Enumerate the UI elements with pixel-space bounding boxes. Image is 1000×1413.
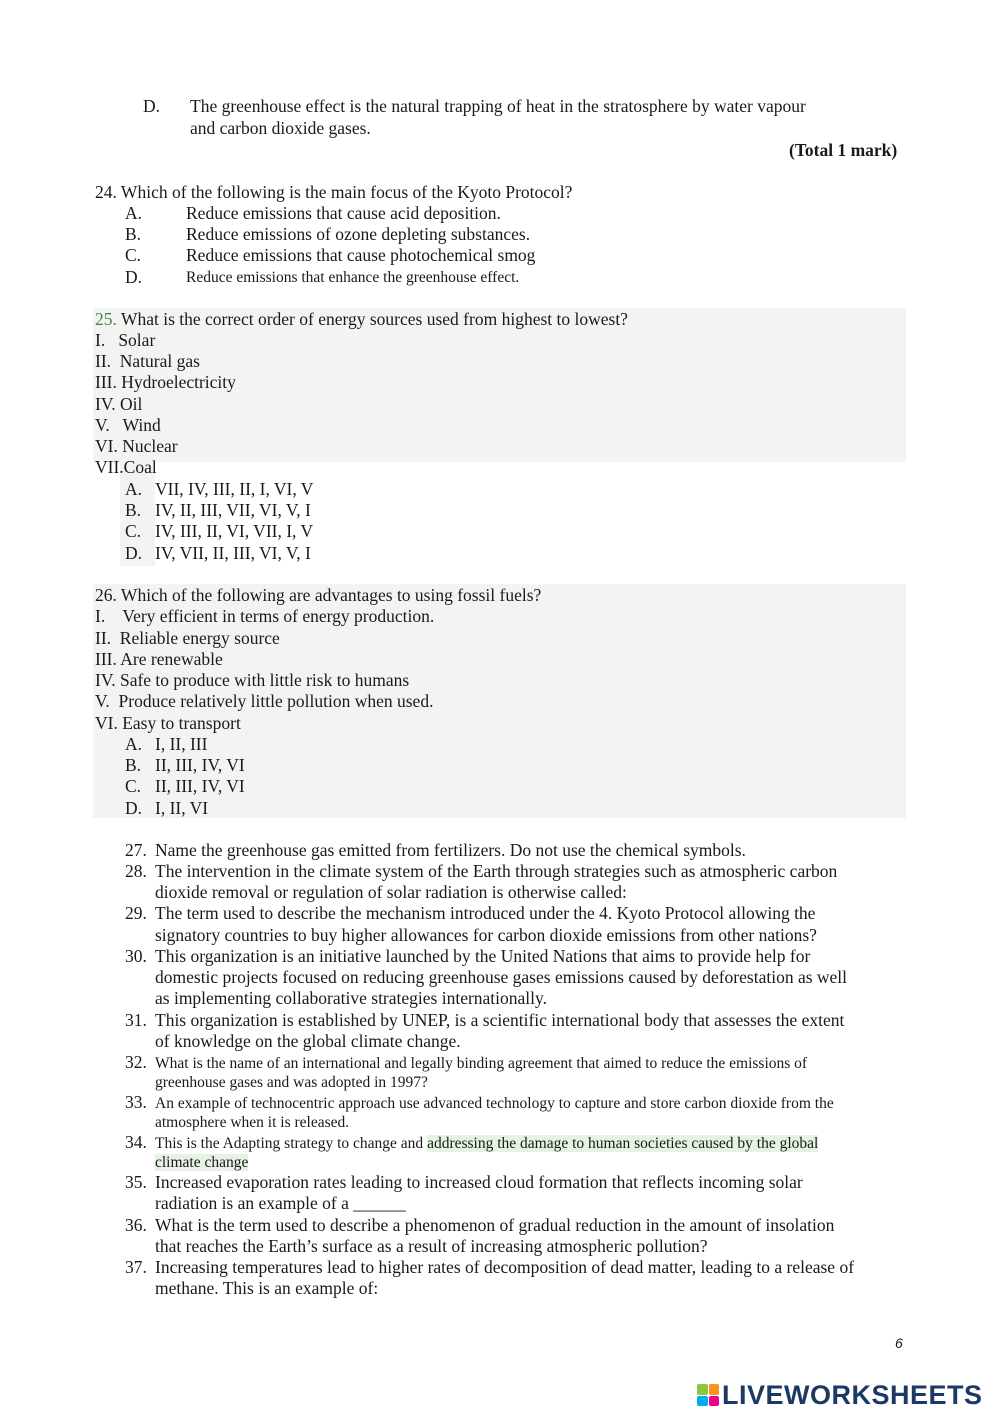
q26-option-a-letter: A. [125,734,143,754]
question-text: atmosphere when it is released. [155,1114,350,1131]
q26-option-d-letter: D. [125,798,143,818]
q26-question: 26. Which of the following are advantages to using fossil fuels? [95,585,542,605]
q26-item: VI. Easy to transport [95,713,241,733]
question-text [155,1133,818,1154]
q25-option-a-letter: A. [125,479,143,499]
q26-item: I. Very efficient in terms of energy production. [95,606,435,626]
q25-option-c-letter: C. [125,521,142,541]
q26-item: V. Produce relatively little pollution when used. [95,691,434,711]
question-text: dioxide removal or regulation of solar radiation is otherwise called: [155,882,627,902]
q26-option-b-text: II, III, IV, VI [155,755,245,775]
q26-option-c-letter: C. [125,776,142,796]
q25-item: IV. Oil [95,394,143,414]
question-text: domestic projects focused on reducing greenhouse gases emissions caused by deforestation as well [155,967,848,987]
question-text-plain: This is the Adapting strategy to change and [155,1135,428,1152]
question-number: 35. [125,1172,147,1192]
question-number: 27. [125,840,147,860]
question-number: 37. [125,1257,147,1277]
q25-number: 25. [95,309,117,329]
question-number: 29. [125,903,147,923]
question-text-highlight: climate change [155,1154,249,1171]
question-text: The term used to describe the mechanism introduced under the 4. Kyoto Protocol allowing the [155,903,816,923]
q25-option-d-letter: D. [125,543,143,563]
q25-option-b-letter: B. [125,500,142,520]
q23-option-d-letter: D. [143,96,161,116]
question-number: 34. [125,1132,147,1152]
q25-question-text: What is the correct order of energy sources used from highest to lowest? [120,309,628,329]
q23-option-d-line1: The greenhouse effect is the natural trapping of heat in the stratosphere by water vapour [190,96,806,116]
question-number: 32. [125,1052,147,1072]
question-text: as implementing collaborative strategies internationally. [155,988,548,1008]
logo-square-orange [709,1384,720,1395]
question-text: greenhouse gases and was adopted in 1997? [155,1074,428,1091]
logo-square-pink [709,1396,720,1407]
question-text: An example of technocentric approach use advanced technology to capture and store carbon dioxide from the [155,1095,834,1112]
q25-item: II. Natural gas [95,351,200,371]
q23-total-mark: (Total 1 mark) [789,140,898,160]
question-text: Increasing temperatures lead to higher rates of decomposition of dead matter, leading to a release of [155,1257,855,1277]
q25-question [95,309,628,330]
question-text: of knowledge on the global climate change. [155,1031,461,1051]
q24-option-d-text: Reduce emissions that enhance the greenhouse effect. [186,269,520,286]
logo-square-blue [697,1396,708,1407]
question-text: Increased evaporation rates leading to increased cloud formation that reflects incoming solar [155,1172,803,1192]
q24-option-b-letter: B. [125,224,142,244]
q25-option-d-text: IV, VII, II, III, VI, V, I [155,543,311,563]
question-text: This organization is established by UNEP, is a scientific international body that assesses the extent [155,1010,845,1030]
q25-item: V. Wind [95,415,161,435]
q26-item: II. Reliable energy source [95,628,280,648]
question-number: 36. [125,1215,147,1235]
question-text: The intervention in the climate system of the Earth through strategies such as atmospheric carbon [155,861,838,881]
q24-option-a-text: Reduce emissions that cause acid deposition. [186,203,501,223]
logo-square-green [697,1384,708,1395]
q24-question: 24. Which of the following is the main focus of the Kyoto Protocol? [95,182,573,202]
q23-option-d-line2: and carbon dioxide gases. [190,118,371,138]
q26-option-a-text: I, II, III [155,734,208,754]
question-text [155,1152,248,1173]
q25-option-c-text: IV, III, II, VI, VII, I, V [155,521,314,541]
q24-option-b-text: Reduce emissions of ozone depleting substances. [186,224,531,244]
q26-option-c-text: II, III, IV, VI [155,776,245,796]
q25-item: III. Hydroelectricity [95,372,236,392]
question-number: 30. [125,946,147,966]
question-text: radiation is an example of a ______ [155,1193,406,1213]
question-text: What is the name of an international and legally binding agreement that aimed to reduce the emissions of [155,1055,808,1072]
question-text-highlight: addressing the damage to human societies caused by the global [427,1135,819,1152]
q25-item: VII.Coal [95,457,157,477]
question-text: that reaches the Earth’s surface as a result of increasing atmospheric pollution? [155,1236,708,1256]
question-text: methane. This is an example of: [155,1278,379,1298]
q24-option-d-letter: D. [125,267,143,287]
q26-item: III. Are renewable [95,649,223,669]
question-number: 28. [125,861,147,881]
page-number: 6 [895,1335,903,1351]
q24-option-c-letter: C. [125,245,142,265]
liveworksheets-logo-text: LIVEWORKSHEETS [722,1379,983,1410]
question-number: 33. [125,1092,147,1112]
q25-option-a-text: VII, IV, III, II, I, VI, V [155,479,314,499]
question-number: 31. [125,1010,147,1030]
question-text: Name the greenhouse gas emitted from fertilizers. Do not use the chemical symbols. [155,840,746,860]
q26-option-d-text: I, II, VI [155,798,209,818]
q24-option-a-letter: A. [125,203,143,223]
q25-item: I. Solar [95,330,156,350]
liveworksheets-logo[interactable] [697,1378,983,1412]
q26-item: IV. Safe to produce with little risk to humans [95,670,410,690]
q25-option-b-text: IV, II, III, VII, VI, V, I [155,500,311,520]
question-text: What is the term used to describe a phenomenon of gradual reduction in the amount of insolation [155,1215,835,1235]
question-text: This organization is an initiative launched by the United Nations that aims to provide help for [155,946,811,966]
question-text: signatory countries to buy higher allowances for carbon dioxide emissions from other nations? [155,925,817,945]
q25-item: VI. Nuclear [95,436,178,456]
q26-option-b-letter: B. [125,755,142,775]
q24-option-c-text: Reduce emissions that cause photochemical smog [186,245,536,265]
liveworksheets-logo-icon [697,1384,719,1406]
